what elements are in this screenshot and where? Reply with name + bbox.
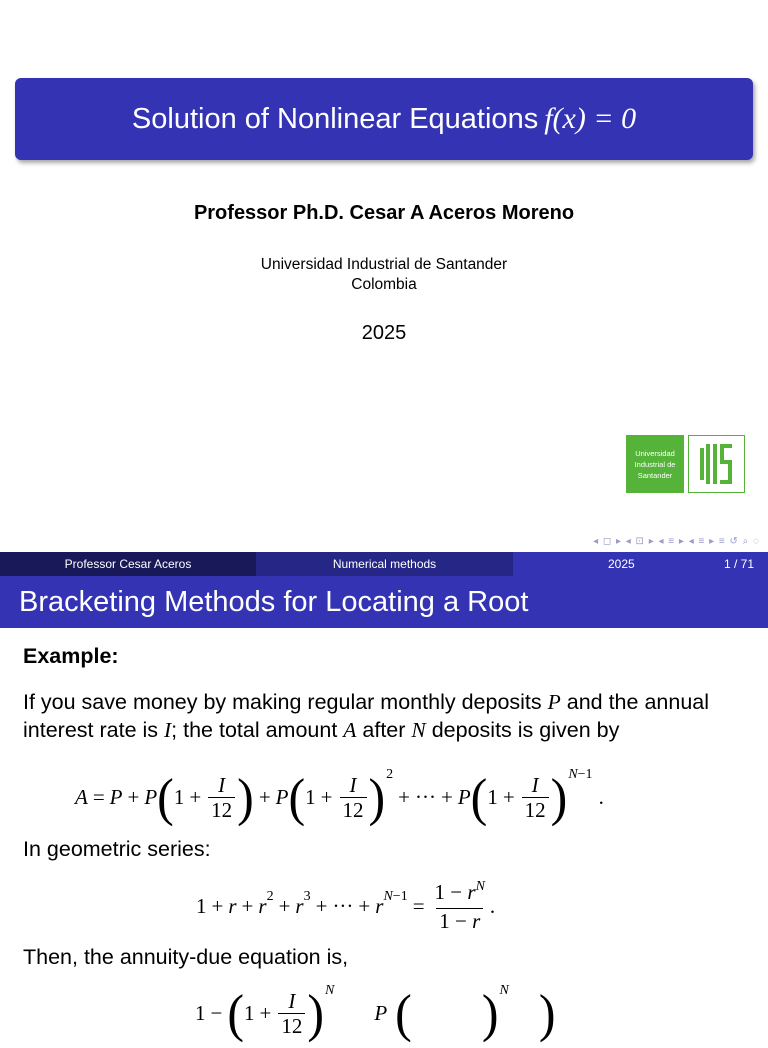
uis-monogram-svg [698,442,736,486]
math-var: N [411,718,426,742]
math-var: A [343,718,357,742]
annuity-label: Then, the annuity-due equation is, [23,945,349,969]
author-name: Professor Ph.D. Cesar A Aceros Moreno [193,202,575,224]
country: Colombia [351,276,417,293]
logo-line: Universidad [635,448,675,458]
footer-date: 2025 [608,557,635,571]
title-banner [15,78,753,160]
footer-page-number: 1 / 71 [723,557,754,571]
math-var: P [547,690,561,714]
logo-line: Industrial de [634,459,676,469]
example-label: Example: [23,644,119,668]
text-run: after [356,718,412,742]
text-run: If you save money by making regular monthly deposits [23,690,548,714]
footer-date-page [513,552,768,576]
content-slide [0,576,768,1043]
title-text: Solution of Nonlinear Equations [131,102,539,135]
geometric-series-equation: 1 + r + r 2 + r 3 + ··· + r N−1 = $\frac{1 - r^N}{1 - r}$ . [196,878,496,933]
text-run: deposits is given by [425,718,620,742]
geometric-series-label: In geometric series: [23,837,211,861]
university-logo-text [626,435,684,493]
text-run: ; the total amount [171,718,344,742]
presentation-date: 2025 [361,322,407,344]
title-math: f(x) = 0 [544,102,637,135]
footer-title: Numerical methods [256,552,513,576]
math-var: I [164,718,172,742]
slide-footer [0,552,768,576]
institution [0,255,768,295]
annuity-equation: 1 − ( 1 + $\frac{I}{12}$ ) N P ( ) N ) [195,983,556,1043]
institution-name: Universidad Industrial de Santander [260,256,508,273]
beamer-navigation-icons[interactable]: ◂ ◻ ▸ ◂ ⊡ ▸ ◂ ≡ ▸ ◂ ≡ ▸ ≡ ↺ ⌕ ◌ [593,536,760,547]
problem-paragraph [23,688,753,744]
footer-author: Professor Cesar Aceros [0,552,256,576]
uis-monogram-icon [688,435,745,493]
logo-line: Santander [637,470,673,480]
sum-equation: A = P + P ( 1 + $\frac{I}{12}$ ) + P ( 1 + $\frac{I}{12}$ ) 2 + ··· + P ( 1 + $\frac{I}{12}$ ) N−1 . [75,767,604,827]
frame-title: Bracketing Methods for Locating a Root [0,576,768,628]
text-run: and the annual interest rate is [23,690,710,742]
